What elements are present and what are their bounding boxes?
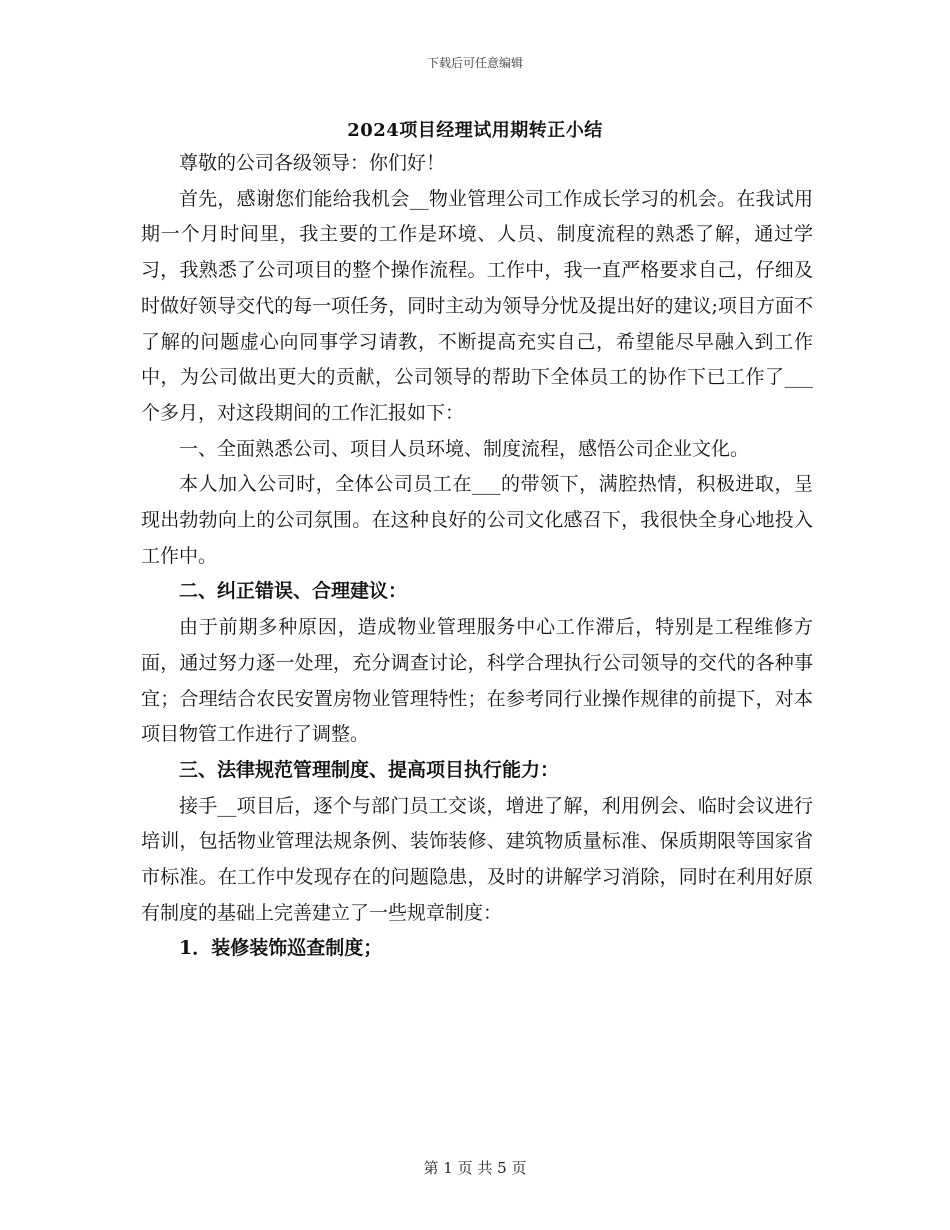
- paragraph-section-2-heading: 二、纠正错误、合理建议：: [179, 580, 408, 603]
- paragraph-section-3-heading: 三、法律规范管理制度、提高项目执行能力：: [179, 758, 560, 781]
- paragraph-section-1-heading: 一、全面熟悉公司、项目人员环境、制度流程，感悟公司企业文化。: [179, 437, 750, 460]
- paragraph-greeting: 尊敬的公司各级领导：你们好！: [179, 152, 446, 174]
- document-title: 2024项目经理试用期转正小结: [347, 120, 603, 141]
- paragraph-list-item-1: 1．装修装饰巡查制度；: [179, 937, 383, 960]
- paragraph-section-2-body: 由于前期多种原因，造成物业管理服务中心工作滞后，特别是工程维修方面，通过努力逐一处理，充分调查讨论，科学合理执行公司领导的交代的各种事宜；合理结合农民安置房物业管理特性；在参考同行业操作规律的前提下，对本项目物管工作进行了调整。: [141, 616, 813, 746]
- paragraph-section-3-body: 接手__项目后，逐个与部门员工交谈，增进了解，利用例会、临时会议进行培训，包括物业管理法规条例、装饰装修、建筑物质量标准、保质期限等国家省市标准。在工作中发现存在的问题隐患，及时的讲解学习消除，同时在利用好原有制度的基础上完善建立了一些规章制度：: [141, 794, 813, 924]
- header-note: 下载后可任意编辑: [426, 56, 523, 70]
- document-body: [141, 146, 813, 967]
- paragraph-intro: 首先，感谢您们能给我机会__物业管理公司工作成长学习的机会。在我试用期一个月时间里，我主要的工作是环境、人员、制度流程的熟悉了解，通过学习，我熟悉了公司项目的整个操作流程。工作中，我一直严格要求自己，仔细及时做好领导交代的每一项任务，同时主动为领导分忧及提出好的建议;项目方面不了解的问题虚心向同事学习请教，不断提高充实自己，希望能尽早融入到工作中，为公司做出更大的贡献，公司领导的帮助下全体员工的协作下已工作了___个多月，对这段期间的工作汇报如下：: [141, 187, 813, 424]
- page-number: 第 1 页 共 5 页: [423, 1159, 527, 1177]
- paragraph-section-1-body: 本人加入公司时，全体公司员工在___的带领下，满腔热情，积极进取，呈现出勃勃向上的公司氛围。在这种良好的公司文化感召下，我很快全身心地投入工作中。: [141, 473, 813, 567]
